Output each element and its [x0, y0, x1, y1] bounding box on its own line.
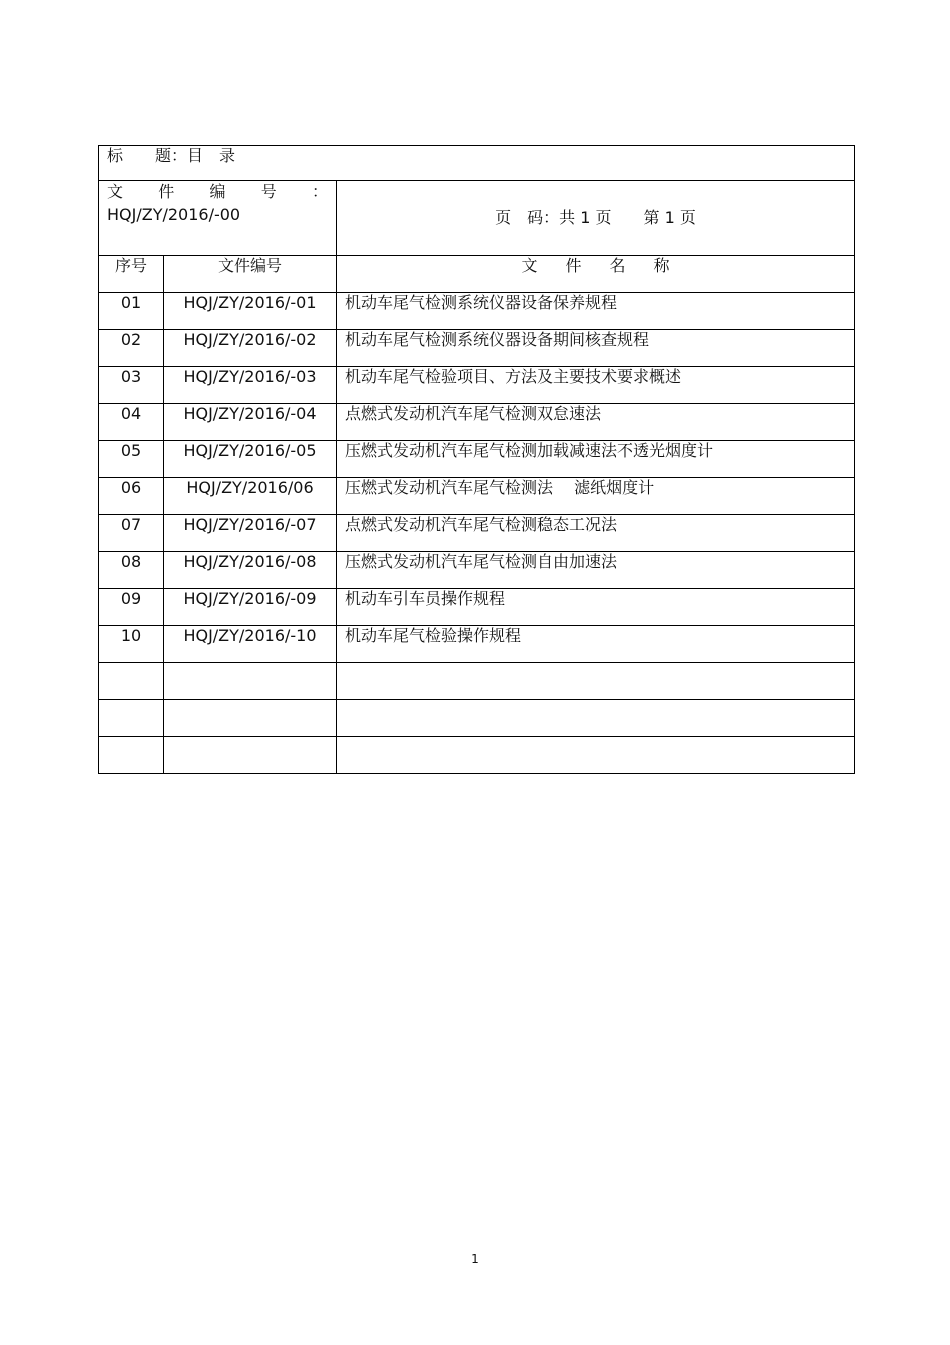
table-row	[99, 663, 855, 700]
row-seq-cell: 03	[99, 367, 164, 404]
row-code-cell: HQJ/ZY/2016/06	[164, 478, 337, 515]
column-header-code: 文件编号	[164, 256, 337, 293]
row-code-cell: HQJ/ZY/2016/-07	[164, 515, 337, 552]
row-name-cell: 机动车尾气检测系统仪器设备保养规程	[337, 293, 855, 330]
row-name-cell: 点燃式发动机汽车尾气检测双怠速法	[337, 404, 855, 441]
row-code-cell: HQJ/ZY/2016/-05	[164, 441, 337, 478]
row-name-cell: 点燃式发动机汽车尾气检测稳态工况法	[337, 515, 855, 552]
row-seq-cell: 05	[99, 441, 164, 478]
row-code-cell: HQJ/ZY/2016/-03	[164, 367, 337, 404]
file-number-label: 文 件 编 号 ：	[107, 182, 328, 201]
table-row	[99, 367, 855, 404]
table-row	[99, 700, 855, 737]
row-name-cell: 机动车尾气检验项目、方法及主要技术要求概述	[337, 367, 855, 404]
row-seq-cell: 10	[99, 626, 164, 663]
row-seq-cell: 08	[99, 552, 164, 589]
table-row	[99, 330, 855, 367]
row-name-cell	[337, 663, 855, 700]
row-code-cell	[164, 700, 337, 737]
file-number-cell	[99, 181, 337, 256]
row-code-cell: HQJ/ZY/2016/-08	[164, 552, 337, 589]
table-row	[99, 589, 855, 626]
row-seq-cell: 02	[99, 330, 164, 367]
column-header-seq: 序号	[99, 256, 164, 293]
row-seq-cell: 01	[99, 293, 164, 330]
table-row	[99, 293, 855, 330]
title-label: 标 题：目 录	[107, 146, 236, 165]
row-name-cell	[337, 700, 855, 737]
table-row	[99, 552, 855, 589]
row-name-cell: 压燃式发动机汽车尾气检测法 滤纸烟度计	[337, 478, 855, 515]
directory-table	[98, 145, 855, 774]
page-info-cell	[337, 181, 855, 256]
row-name-cell	[337, 737, 855, 774]
row-code-cell: HQJ/ZY/2016/-02	[164, 330, 337, 367]
row-name-cell: 机动车尾气检验操作规程	[337, 626, 855, 663]
row-name-cell: 压燃式发动机汽车尾气检测加载减速法不透光烟度计	[337, 441, 855, 478]
row-code-cell: HQJ/ZY/2016/-10	[164, 626, 337, 663]
row-seq-cell	[99, 737, 164, 774]
page-number: 1	[471, 1252, 479, 1266]
row-code-cell	[164, 663, 337, 700]
page-info: 页 码：共 1 页 第 1 页	[495, 208, 696, 227]
table-row	[99, 478, 855, 515]
file-info-row	[99, 181, 855, 256]
column-header-name: 文件名称	[337, 256, 855, 293]
file-number-value: HQJ/ZY/2016/-00	[107, 205, 241, 224]
row-seq-cell: 07	[99, 515, 164, 552]
table-row	[99, 515, 855, 552]
row-seq-cell: 06	[99, 478, 164, 515]
row-name-cell: 机动车引车员操作规程	[337, 589, 855, 626]
row-code-cell: HQJ/ZY/2016/-09	[164, 589, 337, 626]
title-cell	[99, 146, 855, 181]
row-seq-cell: 04	[99, 404, 164, 441]
table-row	[99, 737, 855, 774]
table-row	[99, 404, 855, 441]
column-header-row	[99, 256, 855, 293]
row-seq-cell: 09	[99, 589, 164, 626]
row-name-cell: 机动车尾气检测系统仪器设备期间核查规程	[337, 330, 855, 367]
row-seq-cell	[99, 663, 164, 700]
table-row	[99, 441, 855, 478]
row-code-cell	[164, 737, 337, 774]
table-row	[99, 626, 855, 663]
title-row	[99, 146, 855, 181]
row-code-cell: HQJ/ZY/2016/-04	[164, 404, 337, 441]
row-seq-cell	[99, 700, 164, 737]
row-name-cell: 压燃式发动机汽车尾气检测自由加速法	[337, 552, 855, 589]
row-code-cell: HQJ/ZY/2016/-01	[164, 293, 337, 330]
